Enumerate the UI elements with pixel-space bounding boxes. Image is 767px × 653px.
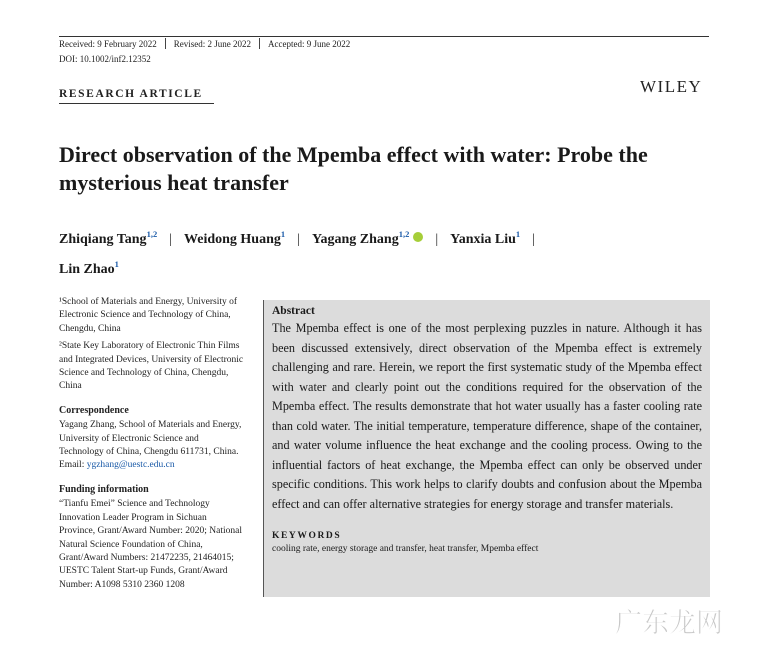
affiliation-marker[interactable]: 1 [515, 229, 521, 239]
author[interactable] [59, 259, 119, 277]
affiliation-marker[interactable]: 1,2 [398, 229, 410, 239]
publisher-logo[interactable]: WILEY [640, 77, 703, 96]
affiliation-marker[interactable]: 1 [280, 229, 286, 239]
orcid-icon[interactable] [413, 232, 423, 242]
correspondence-heading: Correspondence [59, 404, 129, 416]
affiliation: ²State Key Laboratory of Electronic Thin Films and Integrated Devices, University of Electronic Science and Technology of China, Chengdu, China [59, 341, 244, 392]
author-name: Yagang Zhang [311, 232, 399, 247]
received-date: Received: 9 February 2022 [59, 38, 157, 49]
email-link[interactable]: ygzhang@uestc.edu.cn [86, 460, 175, 471]
author[interactable] [184, 229, 286, 247]
affiliation: ¹School of Materials and Energy, University of Electronic Science and Technology of China, Chengdu, China [59, 297, 238, 334]
article-title: Direct observation of the Mpemba effect with water: Probe the mysterious heat transfer [59, 142, 648, 195]
abstract-heading: Abstract [272, 305, 315, 317]
affiliation-marker[interactable]: 1,2 [146, 229, 158, 239]
author-name: Weidong Huang [184, 232, 281, 247]
funding-heading: Funding information [59, 483, 149, 495]
abstract-box [263, 300, 710, 597]
keywords-heading: KEYWORDS [272, 531, 342, 541]
author-separator: | [532, 232, 535, 247]
author-name: Yanxia Liu [450, 232, 516, 247]
correspondence-text: Yagang Zhang, School of Materials and Energy, University of Electronic Science and Technology of China, Chengdu 611731, China. Email: ygzhang@uestc.edu.cn [59, 420, 242, 471]
side-column [59, 296, 244, 596]
author-list [59, 222, 719, 282]
watermark-text: 广东龙网 [615, 608, 723, 639]
watermark-logo [615, 602, 740, 642]
author-separator: | [169, 232, 172, 247]
author-name: Zhiqiang Tang [59, 232, 147, 247]
author-separator: | [435, 232, 439, 247]
email-label: Email: [59, 460, 85, 471]
author[interactable] [450, 229, 521, 247]
abstract-text: The Mpemba effect is one of the most perplexing puzzles in nature. Although it has been discussed extensively, direct observation of the Mpemba effect is extremely challenging and rare. Herein, we report the first systematic study of the Mpemba effect with water and clearly point out the conditions required for the observation of the Mpemba effect. The results demonstrate that hot water usually has a faster cooling rate than cold water. The initial temperature, temperature difference, shape of the container, and water volume influence the heat exchange and the cooling process. Owing to the influential factors of heat exchange, the Mpemba effect can only be observed under specific conditions. This work helps to clarify doubts and confusion about the Mpemba effect and can offer alternative strategies for energy storage and transfer materials. [272, 321, 702, 511]
revised-date: Revised: 2 June 2022 [173, 38, 251, 49]
article-type: RESEARCH ARTICLE [59, 88, 203, 100]
header-rule [59, 36, 709, 37]
date-separator [165, 38, 166, 49]
accepted-date: Accepted: 9 June 2022 [267, 38, 351, 49]
affiliation-marker[interactable]: 1 [114, 259, 119, 269]
doi[interactable]: DOI: 10.1002/inf2.12352 [59, 54, 151, 64]
author[interactable] [59, 229, 158, 247]
keywords-text: cooling rate, energy storage and transfer, heat transfer, Mpemba effect [272, 544, 539, 554]
date-separator [259, 38, 260, 49]
funding-text: “Tianfu Emei” Science and Technology Innovation Leader Program in Sichuan Province, Grant/Award Number: 2020; National Natural Science Foundation of China, Grant/Award Numbers: 21472235, 21464015; UESTC Talent Start-up Funds, Grant/Award Number: A1098 5310 2360 1208 [59, 499, 243, 590]
article-dates [59, 38, 350, 49]
article-type-underline [59, 103, 214, 104]
author-name: Lin Zhao [59, 262, 115, 277]
author-separator: | [297, 232, 300, 247]
author[interactable] [311, 229, 423, 247]
